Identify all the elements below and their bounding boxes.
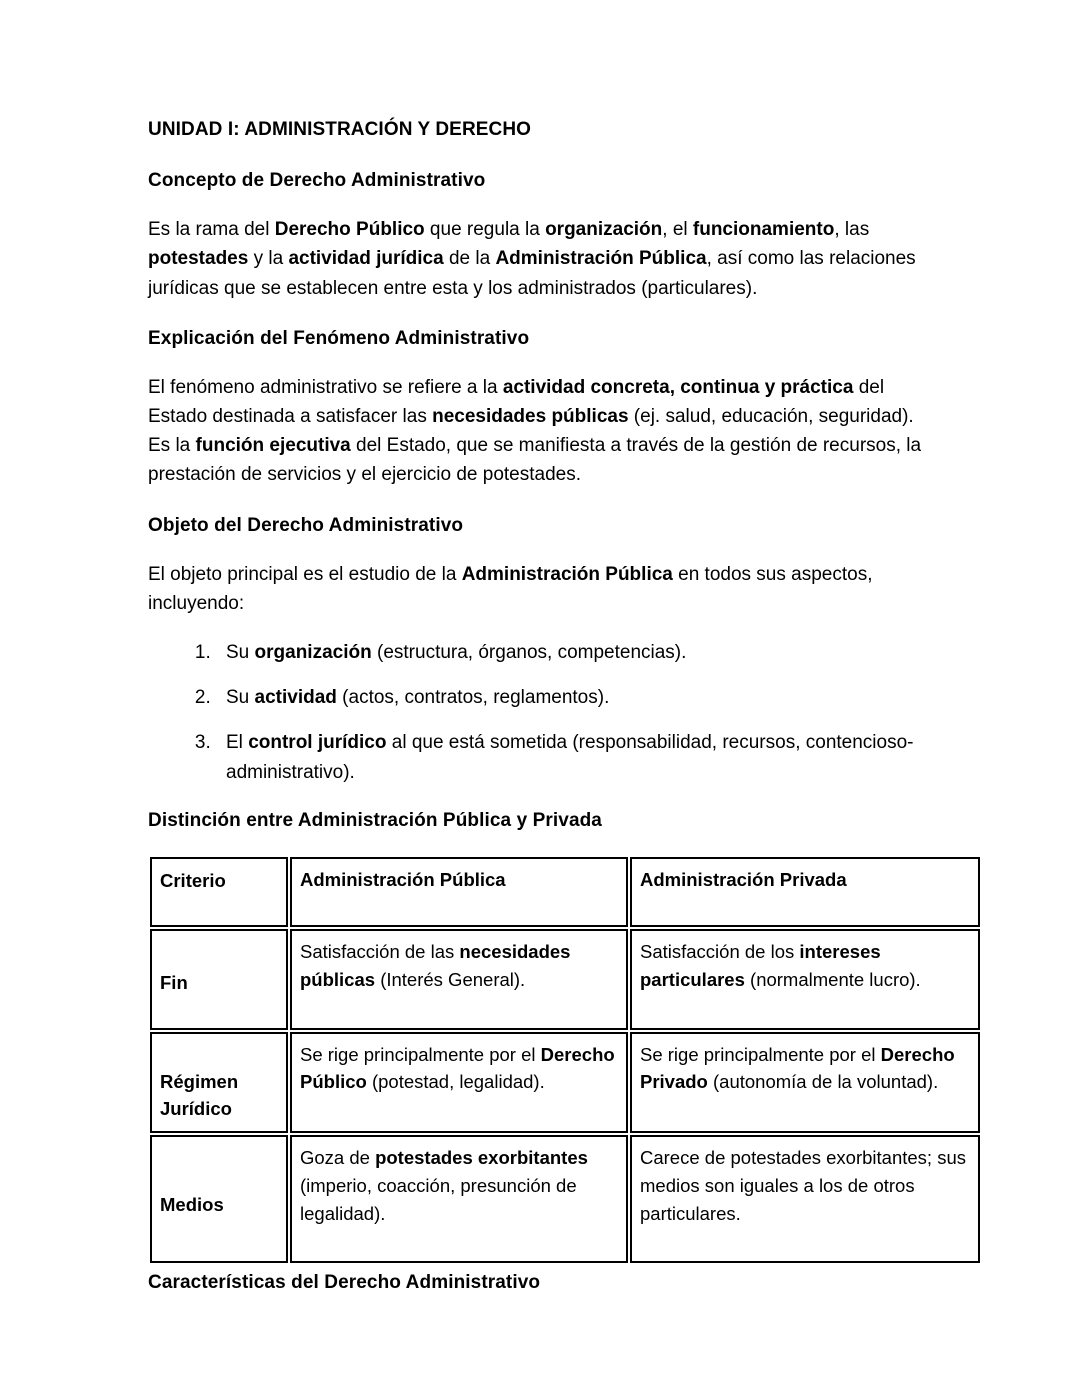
heading-fenomeno: Explicación del Fenómeno Administrativo <box>148 327 530 349</box>
paragraph-objeto: El objeto principal es el estudio de la Administración Pública en todos sus aspectos, incluyendo: <box>148 564 873 615</box>
heading-objeto: Objeto del Derecho Administrativo <box>148 514 464 536</box>
table-cell-criterio: Medios <box>150 1135 288 1263</box>
heading-concepto: Concepto de Derecho Administrativo <box>148 169 486 191</box>
page-title: UNIDAD I: ADMINISTRACIÓN Y DERECHO <box>148 119 532 140</box>
list-item: 2. Su actividad (actos, contratos, reglamentos). <box>216 683 933 712</box>
table-row <box>150 1032 980 1134</box>
table-header-privada: Administración Privada <box>630 857 980 927</box>
table-cell-criterio: Régimen Jurídico <box>150 1032 288 1134</box>
table-cell-privada: Se rige principalmente por el Derecho Privado (autonomía de la voluntad). <box>630 1032 980 1134</box>
paragraph-concepto: Es la rama del Derecho Público que regula la organización, el funcionamiento, las potestades y la actividad jurídica de la Administración Pública, así como las relaciones jurídicas que se establecen entre esta y los administrados (particulares). <box>148 219 916 299</box>
table-cell-criterio: Fin <box>150 929 288 1030</box>
comparison-table-body <box>150 857 980 1263</box>
table-cell-publica: Satisfacción de las necesidades públicas (Interés General). <box>290 929 628 1030</box>
objeto-list <box>148 638 933 786</box>
list-item: 1. Su organización (estructura, órganos, competencias). <box>216 638 933 667</box>
table-cell-privada: Satisfacción de los intereses particulares (normalmente lucro). <box>630 929 980 1030</box>
comparison-table <box>148 855 982 1265</box>
table-header-publica: Administración Pública <box>290 857 628 927</box>
table-row <box>150 929 980 1030</box>
table-cell-privada: Carece de potestades exorbitantes; sus medios son iguales a los de otros particulares. <box>630 1135 980 1263</box>
heading-caracteristicas: Características del Derecho Administrativo <box>148 1272 541 1294</box>
table-row <box>150 1135 980 1263</box>
paragraph-fenomeno: El fenómeno administrativo se refiere a la actividad concreta, continua y práctica del Estado destinada a satisfacer las necesidades públicas (ej. salud, educación, seguridad). Es la función ejecutiva del Estado, que se manifiesta a través de la gestión de recursos, la prestación de servicios y el ejercicio de potestades. <box>148 377 922 486</box>
heading-distincion: Distinción entre Administración Pública y Privada <box>148 809 602 831</box>
list-item: 3. El control jurídico al que está sometida (responsabilidad, recursos, contencioso-administrativo). <box>216 728 933 786</box>
table-cell-publica: Goza de potestades exorbitantes (imperio, coacción, presunción de legalidad). <box>290 1135 628 1263</box>
table-cell-publica: Se rige principalmente por el Derecho Público (potestad, legalidad). <box>290 1032 628 1134</box>
table-header-criterio: Criterio <box>150 857 288 927</box>
table-header-row <box>150 857 980 927</box>
